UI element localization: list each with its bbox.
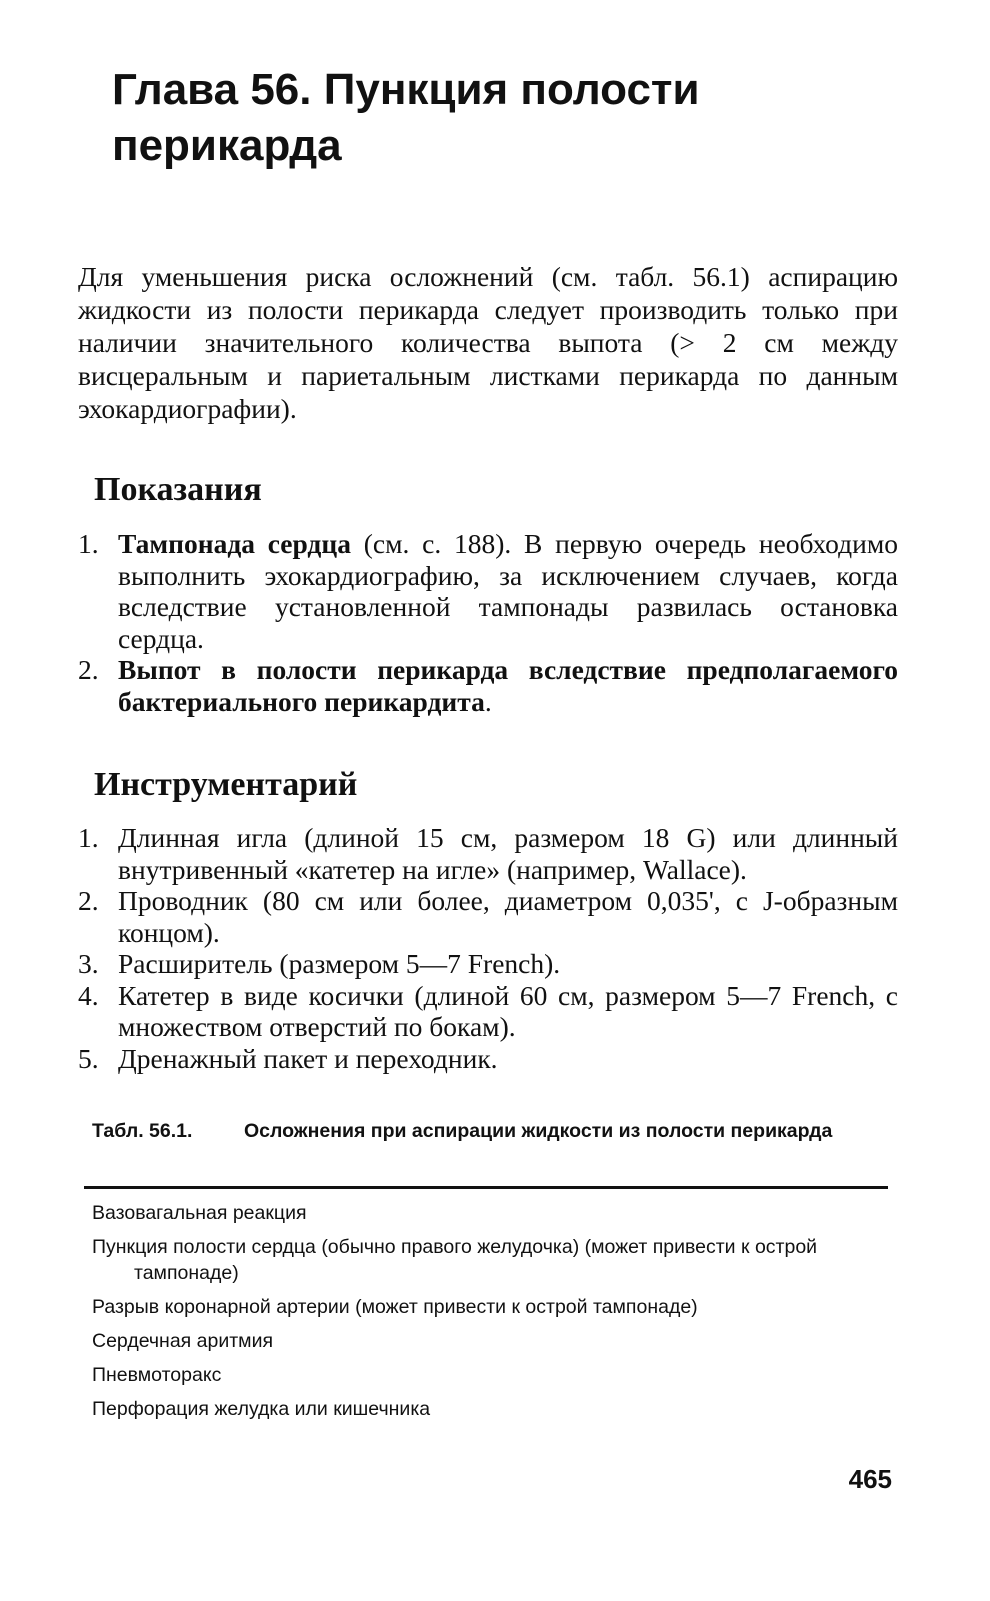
list-item <box>78 654 898 717</box>
list-item <box>78 528 898 654</box>
list-item-text: Расширитель (размером 5—7 French). <box>118 948 561 979</box>
list-item-text: Катетер в виде косички (длиной 60 см, размером 5—7 French, с множеством отверстий по бокам). <box>118 979 898 1042</box>
list-item-text: Длинная игла (длиной 15 см, размером 18 G) или длинный внутривенный «катетер на игле» (например, Wallace). <box>118 822 898 885</box>
list-item <box>78 885 898 948</box>
list-item-term: Тампонада сердца <box>118 528 351 559</box>
indications-list <box>78 528 898 717</box>
list-item-number: 5. <box>78 1042 99 1074</box>
table-row: Вазовагальная реакция <box>92 1202 307 1224</box>
table-row: Перфорация желудка или кишечника <box>92 1398 431 1420</box>
list-item-number: 2. <box>78 885 99 916</box>
complications-table <box>92 1200 882 1430</box>
list-item-text: Проводник (80 см или более, диаметром 0,035', с J-образным концом). <box>118 885 898 948</box>
list-item-term: Выпот в полости перикарда вследствие предполагаемого бактериального перикардита <box>118 654 898 717</box>
intro-paragraph: Для уменьшения риска осложнений (см. табл. 56.1) аспирацию жидкости из полости перикарда следует производить только при наличии значительного количества выпота (> 2 см между висцеральным и париетальным листками перикарда по данным эхокардиографии). <box>78 261 898 424</box>
page-number: 465 <box>848 1464 892 1494</box>
table-row: Пункция полости сердца (обычно правого желудочка) (может привести к острой тампонаде) <box>92 1236 818 1284</box>
list-item-number: 1. <box>78 822 99 853</box>
instruments-list <box>78 822 898 1074</box>
list-item-number: 3. <box>78 948 99 979</box>
section-heading-instruments: Инструментарий <box>94 766 358 803</box>
list-item-number: 2. <box>78 654 99 685</box>
section-heading-indications: Показания <box>94 471 262 508</box>
list-item-number: 4. <box>78 979 99 1011</box>
chapter-title: Глава 56. Пункция полости перикарда <box>112 65 700 170</box>
table-row: Разрыв коронарной артерии (может привести к острой тампонаде) <box>92 1296 698 1318</box>
table-caption <box>92 1118 892 1144</box>
table-rule-divider <box>84 1186 888 1189</box>
list-item-text: (см. с. 188). В первую очередь необходимо выполнить эхокардиографию, за исключением случаев, когда вследствие установленной тампонады развилась остановка сердца. <box>118 528 898 654</box>
table-row: Сердечная аритмия <box>92 1330 274 1352</box>
list-item <box>78 822 898 885</box>
list-item <box>78 1043 898 1075</box>
list-item <box>78 948 898 980</box>
table-label: Табл. 56.1. <box>92 1120 193 1142</box>
list-item-text: Дренажный пакет и переходник. <box>118 1042 498 1074</box>
table-title: Осложнения при аспирации жидкости из полости перикарда <box>244 1120 833 1142</box>
list-item <box>78 980 898 1043</box>
list-item-number: 1. <box>78 528 99 559</box>
list-item-text: . <box>484 685 492 717</box>
table-row: Пневмоторакс <box>92 1364 222 1386</box>
